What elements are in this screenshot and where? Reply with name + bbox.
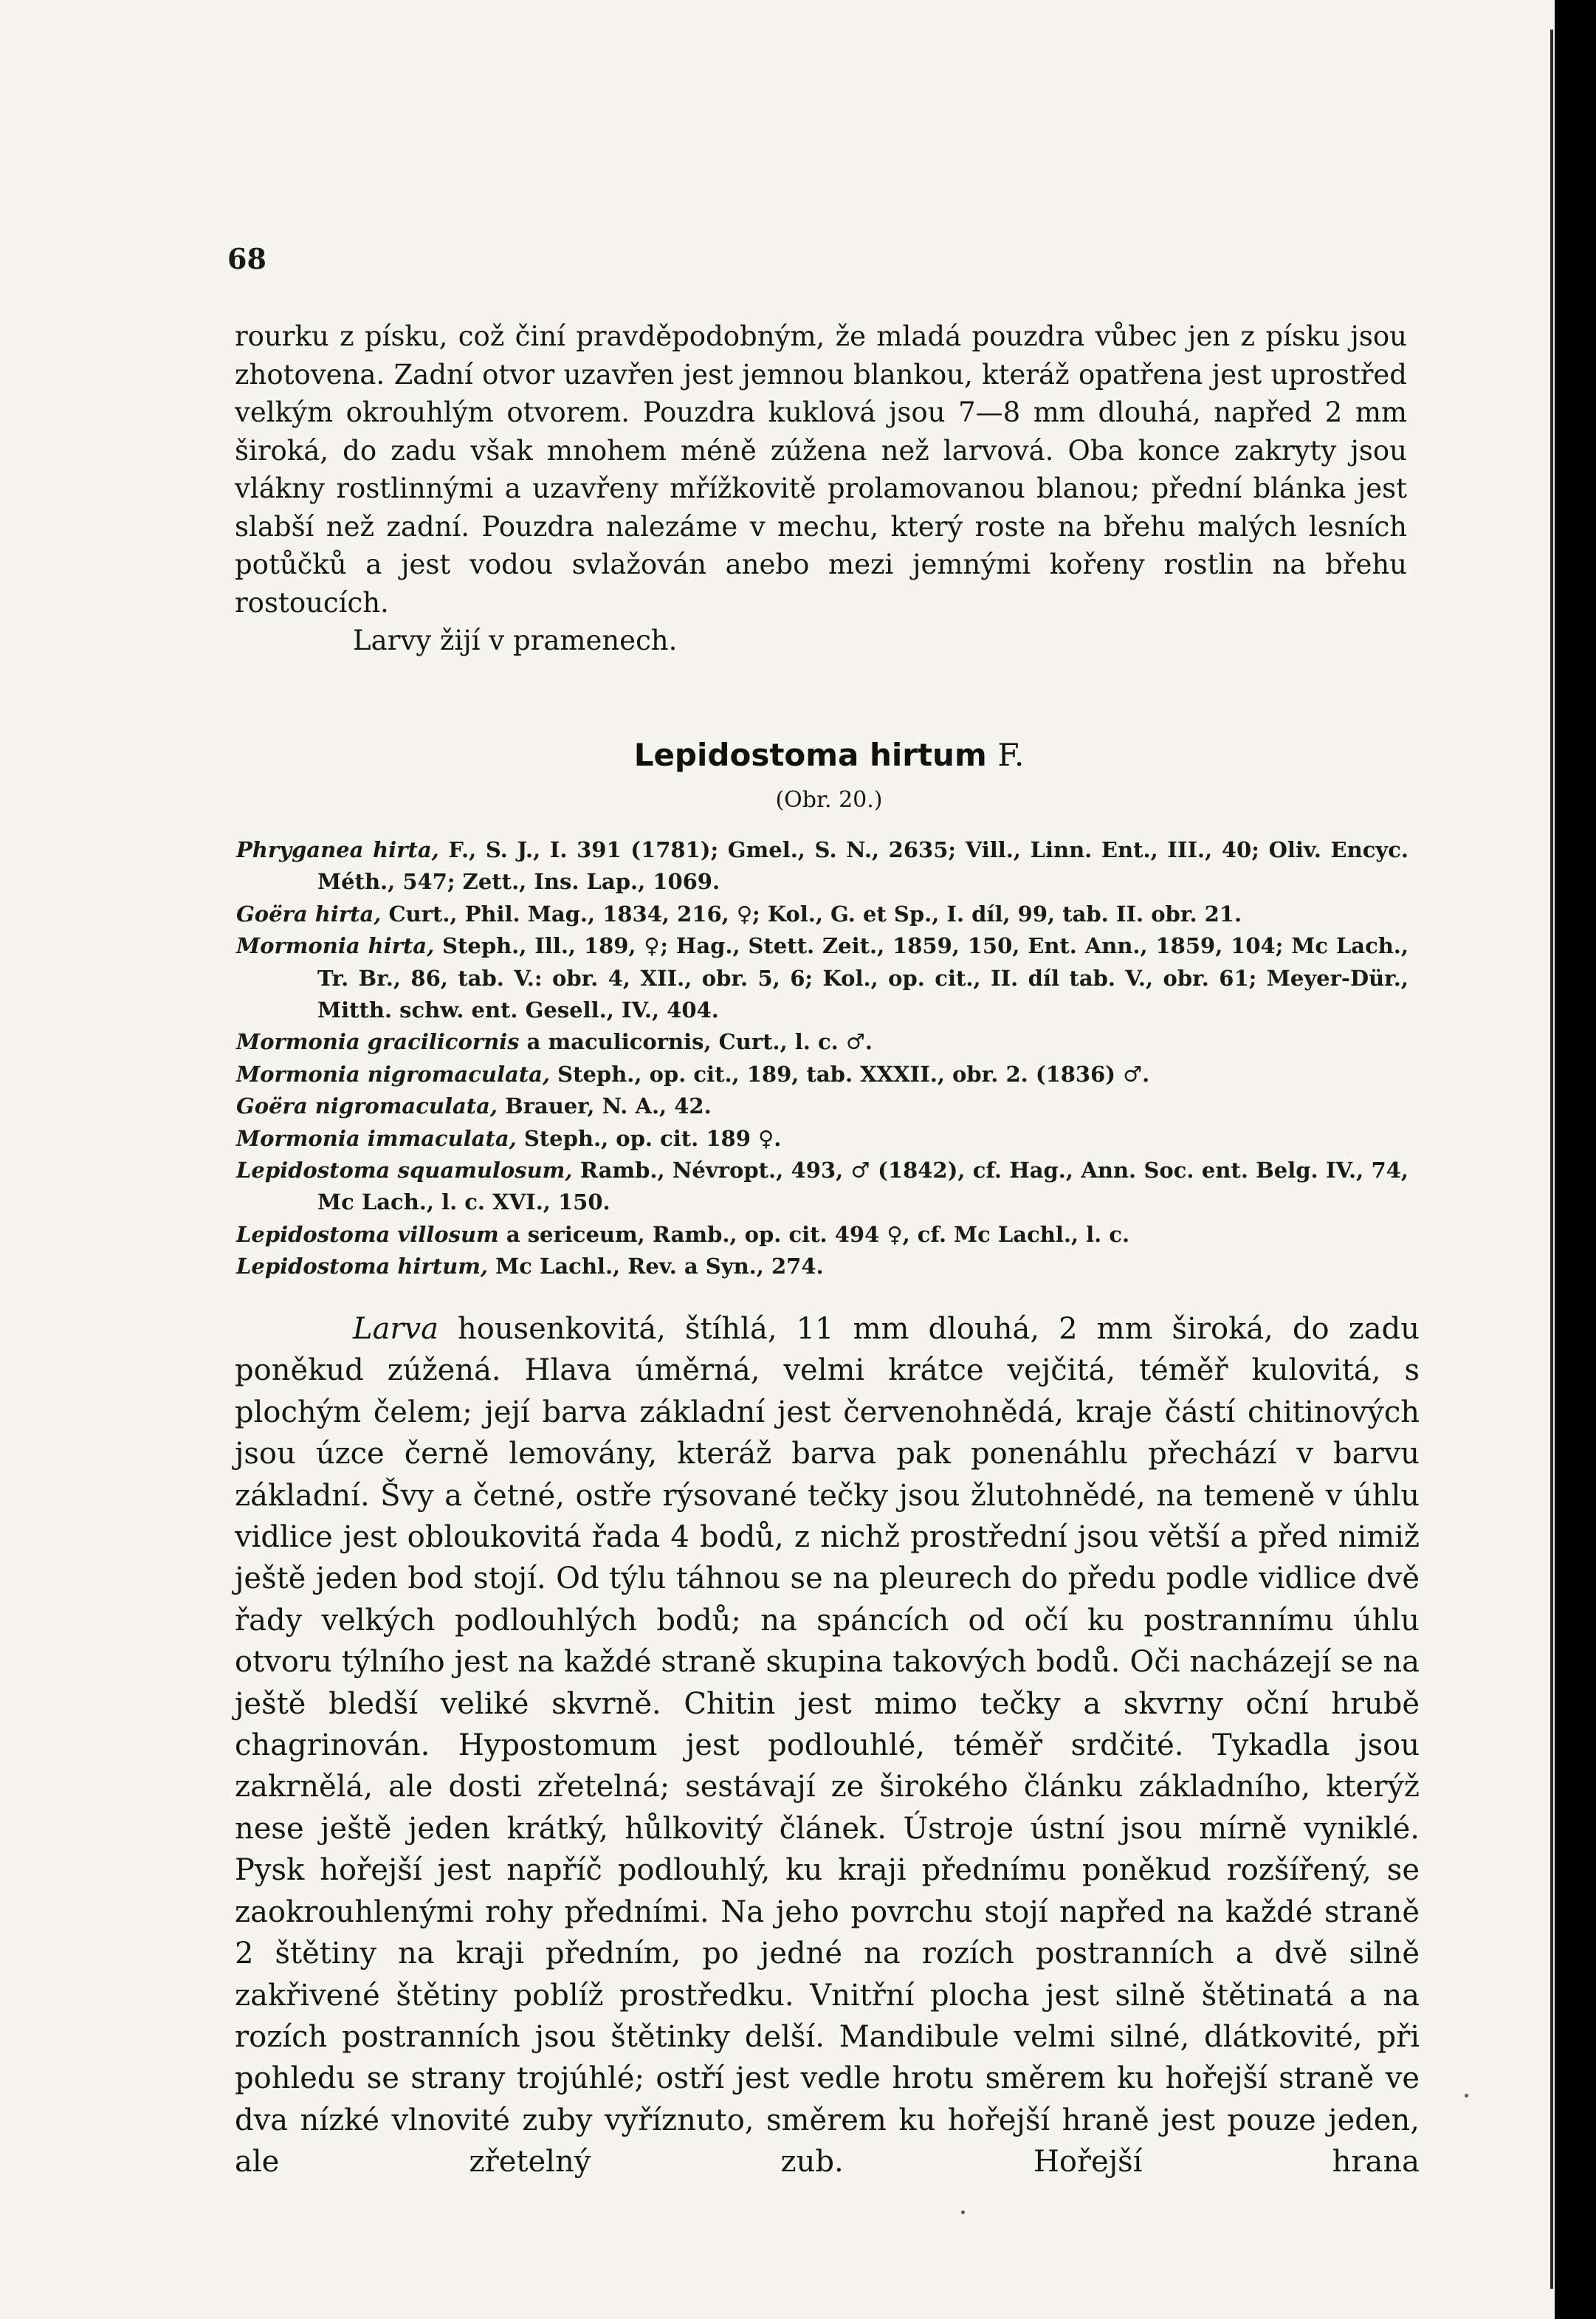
taxon-reference: Steph., op. cit., 189, tab. XXXII., obr. 2. (1836) ♂. [550, 1061, 1150, 1087]
taxon-reference: Steph., Ill., 189, ♀; Hag., Stett. Zeit., 1859, 150, Ent. Ann., 1859, 104; Mc Lach., Tr. Br., 86, tab. V.: obr. 4, XII., obr. 5, 6; Kol., op. cit., II. díl tab. V., obr. 61; Meyer-Dür., Mitth. schw. ent. Gesell., IV., 404. [317, 933, 1408, 1023]
scan-speck [1465, 2094, 1468, 2098]
taxon-name: Lepidostoma hirtum, [236, 1254, 489, 1279]
synonymy-entry [236, 1155, 1408, 1219]
page-edge-line [1550, 30, 1553, 2289]
taxon-reference: F., S. J., I. 391 (1781); Gmel., S. N., 2635; Vill., Linn. Ent., III., 40; Oliv. Encyc. Méth., 547; Zett., Ins. Lap., 1069. [317, 837, 1408, 895]
taxon-name: Goëra hirta, [236, 901, 382, 927]
synonymy-entry [236, 1090, 1408, 1122]
larva-description-text: housenkovitá, štíhlá, 11 mm dlouhá, 2 mm široká, do zadu poněkud zúžená. Hlava úměrná, velmi krátce vejčitá, téměř kulovitá, s plochým čelem; její barva základní jest červenohnědá, kraje částí chitinových jsou úzce černě lemovány, kteráž barva pak ponenáhlu přechází v barvu základní. Švy a četné, ostře rýsované tečky jsou žlutohnědé, na temeně v úhlu vidlice jest obloukovitá řada 4 bodů, z nichž prostřední jsou větší a před nimiž ještě jeden bod stojí. Od týlu táhnou se na pleurech do předu podle vidlice dvě řady velkých podlouhlých bodů; na spáncích od očí ku postrannímu úhlu otvoru týlního jest na každé straně skupina takových bodů. Oči nacházejí se na ještě bledší veliké skvrně. Chitin jest mimo tečky a skvrny oční hrubě chagrinován. Hypostomum jest podlouhlé, téměř srdčité. Tykadla jsou zakrnělá, ale dosti zřetelná; sestávají ze širokého článku základního, kterýž nese ještě jeden krátký, hůlkovitý článek. Ústroje ústní jsou mírně vyniklé. Pysk hořejší jest napříč podlouhlý, ku kraji přednímu poněkud rozšířený, se zaokrouhlenými rohy předními. Na jeho povrchu stojí napřed na každé straně 2 štětiny na kraji předním, po jedné na rozích postranních a dvě silně zakřivené štětiny poblíž prostředku. Vnitřní plocha jest silně štětinatá a na rozích postranních jsou štětinky delší. Mandibule velmi silné, dlátkovité, při pohledu se strany trojúhlé; ostří jest vedle hrotu směrem ku hořejší straně ve dva nízké vlnovité zuby vyříznuto, směrem ku hořejší hraně jest pouze jeden, ale zřetelný zub. Hořejší hrana [235, 1312, 1420, 2179]
synonymy-entry [236, 1026, 1408, 1058]
taxon-reference: Steph., op. cit. 189 ♀. [516, 1125, 782, 1151]
synonymy-entry [236, 1251, 1408, 1282]
synonymy-entry [236, 899, 1408, 930]
species-heading [0, 737, 1555, 773]
larva-description [235, 1308, 1420, 2183]
synonymy-entry [236, 1219, 1408, 1251]
page-number: 68 [227, 242, 266, 275]
taxon-reference: a maculicornis, Curt., l. c. ♂. [519, 1029, 873, 1055]
synonymy-entry [236, 930, 1408, 1026]
taxon-name: Phryganea hirta, [236, 837, 439, 862]
closing-sentence: Larvy žijí v pramenech. [353, 625, 678, 656]
taxon-name: Mormonia hirta, [236, 933, 435, 959]
figure-reference: (Obr. 20.) [775, 787, 883, 813]
synonymy-list [236, 834, 1408, 1283]
species-author: F. [997, 737, 1025, 773]
taxon-reference: Curt., Phil. Mag., 1834, 216, ♀; Kol., G. et Sp., I. díl, 99, tab. II. obr. 21. [381, 901, 1242, 927]
species-name: Lepidostoma hirtum [633, 737, 987, 773]
continued-paragraph [235, 317, 1407, 660]
synonymy-entry [236, 1123, 1408, 1155]
taxon-name: Goëra nigromaculata, [236, 1093, 498, 1119]
taxon-name: Mormonia immaculata, [236, 1125, 517, 1151]
paragraph-text: rourku z písku, což činí pravděpodobným, že mladá pouzdra vůbec jen z písku jsou zhotovena. Zadní otvor uzavřen jest jemnou blankou, kteráž opatřena jest uprostřed velkým okrouhlým otvorem. Pouzdra kuklová jsou 7—8 mm dlouhá, napřed 2 mm široká, do zadu však mnohem méně zúžena než larvová. Oba konce zakryty jsou vlákny rostlinnými a uzavřeny mřížkovitě prolamovanou blanou; přední blánka jest slabší než zadní. Pouzdra nalezáme v mechu, který roste na břehu malých lesních potůčků a jest vodou svlažován anebo mezi jemnými kořeny rostlin na břehu rostoucích. [235, 320, 1407, 619]
taxon-reference: Brauer, N. A., 42. [498, 1093, 712, 1119]
taxon-name: Mormonia gracilicornis [236, 1029, 520, 1055]
larva-lead-word: Larva [353, 1312, 438, 1346]
synonymy-entry [236, 834, 1408, 899]
taxon-reference: Mc Lachl., Rev. a Syn., 274. [488, 1254, 824, 1279]
taxon-reference: a sericeum, Ramb., op. cit. 494 ♀, cf. Mc Lachl., l. c. [498, 1221, 1130, 1247]
taxon-name: Lepidostoma villosum [236, 1221, 499, 1247]
taxon-reference: Ramb., Névropt., 493, ♂ (1842), cf. Hag., Ann. Soc. ent. Belg. IV., 74, Mc Lach., l. c. XVI., 150. [317, 1158, 1408, 1215]
synonymy-entry [236, 1059, 1408, 1090]
taxon-name: Mormonia nigromaculata, [236, 1061, 551, 1087]
scan-speck [961, 2210, 965, 2214]
taxon-name: Lepidostoma squamulosum, [236, 1158, 573, 1183]
